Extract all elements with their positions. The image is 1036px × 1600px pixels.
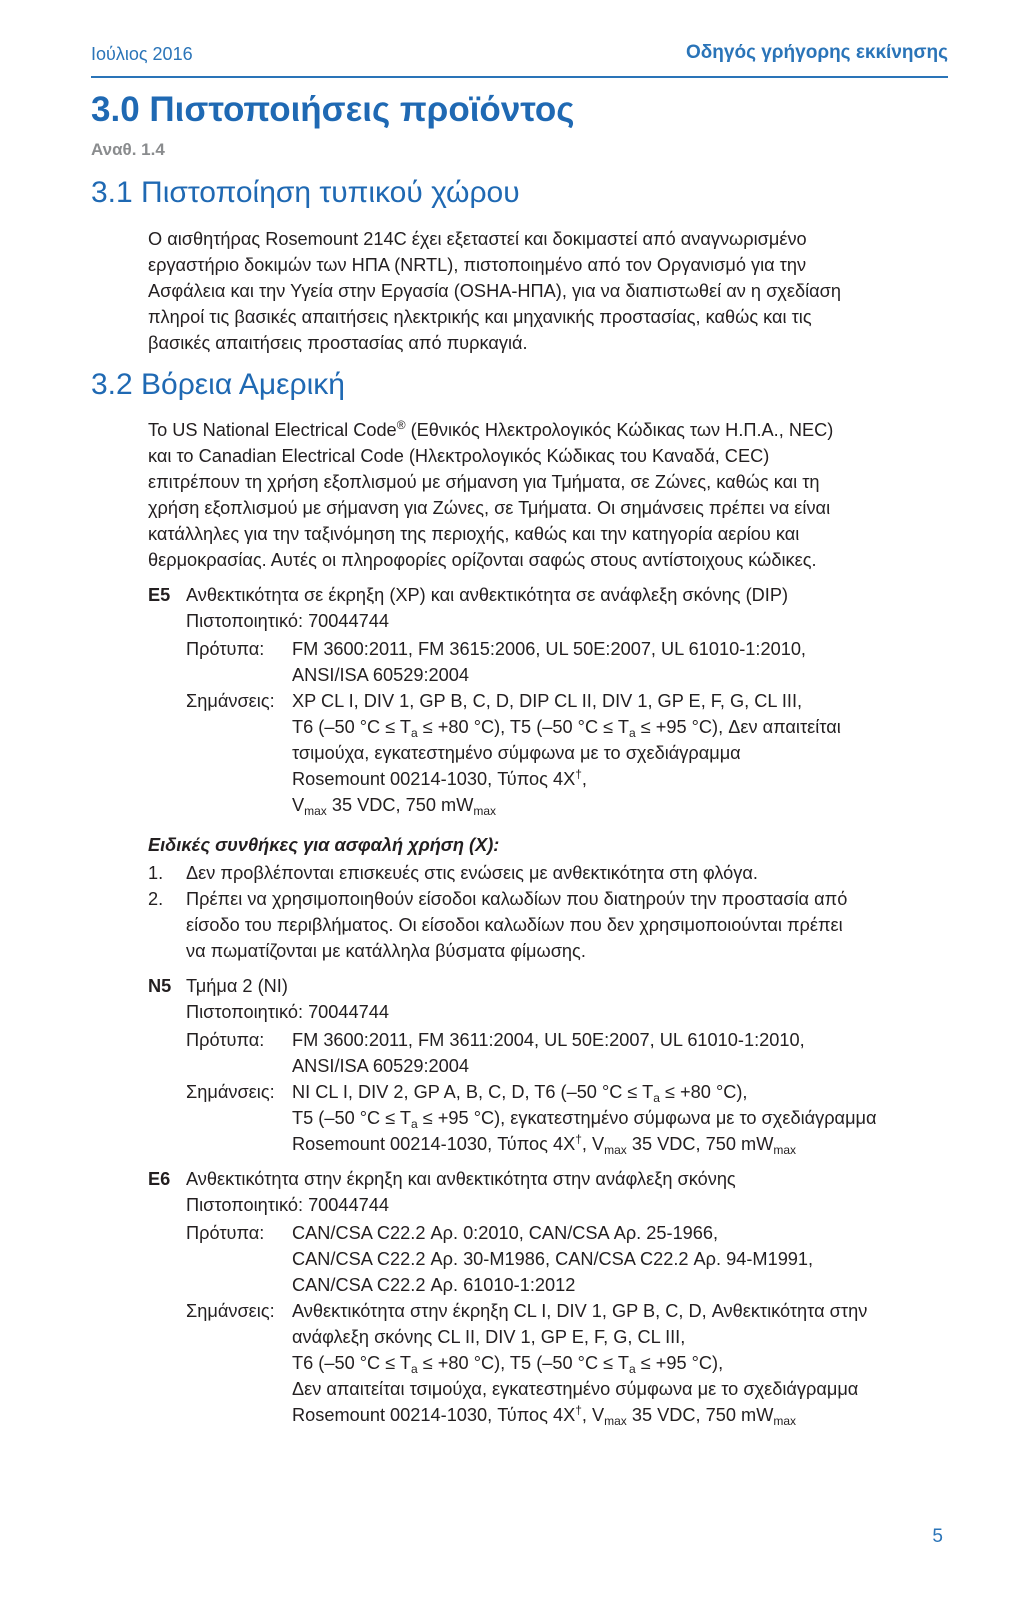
- e6-standards: CAN/CSA C22.2 Αρ. 61010-1:2012: [292, 1275, 576, 1295]
- e6-standards: CAN/CSA C22.2 Αρ. 0:2010, CAN/CSA Αρ. 25-1966,: [292, 1223, 719, 1243]
- text: V: [592, 1405, 605, 1425]
- header-guide-title: Οδηγός γρήγορης εκκίνησης: [685, 42, 948, 63]
- special-conditions-heading: Ειδικές συνθήκες για ασφαλή χρήση (X):: [148, 835, 500, 855]
- n5-markings-label: Σημάνσεις:: [186, 1082, 275, 1102]
- dagger-mark: †: [575, 767, 582, 781]
- page-number: 5: [932, 1526, 943, 1547]
- e6-markings: [292, 1350, 723, 1376]
- text: 35 VDC, 750 mW: [326, 795, 474, 815]
- s32-text: (Εθνικός Ηλεκτρολογικός Κώδικας των Η.Π.Α., NEC): [405, 420, 834, 440]
- text: V: [292, 795, 305, 815]
- header-divider: [91, 76, 948, 78]
- e5-standards: ANSI/ISA 60529:2004: [292, 665, 469, 685]
- revision-label: Αναθ. 1.4: [91, 140, 165, 159]
- n5-markings: [292, 1079, 747, 1105]
- text: Rosemount 00214-1030, Τύπος 4X: [292, 1134, 576, 1154]
- e5-markings: [292, 766, 587, 792]
- list-number: 2.: [148, 889, 164, 909]
- s31-line: Ασφάλεια και την Υγεία στην Εργασία (OSHA-ΗΠΑ), για να διαπιστωθεί αν η σχεδίαση: [148, 281, 841, 301]
- n5-title: Τμήμα 2 (NI): [186, 976, 288, 996]
- subscript: max: [304, 804, 327, 818]
- s31-line: εργαστήριο δοκιμών των ΗΠΑ (NRTL), πιστοποιημένο από τον Οργανισμό για την: [148, 255, 807, 275]
- registered-mark: ®: [396, 418, 406, 432]
- text: ≤ +95 °C), Δεν απαιτείται: [635, 717, 841, 737]
- e5-standards-label: Πρότυπα:: [186, 639, 265, 659]
- e5-markings: τσιμούχα, εγκατεστημένο σύμφωνα με το σχεδιάγραμμα: [292, 743, 741, 763]
- text: ,: [581, 1134, 592, 1154]
- text: ≤ +80 °C), T5 (–50 °C ≤ T: [417, 1353, 629, 1373]
- e6-markings-label: Σημάνσεις:: [186, 1301, 275, 1321]
- e5-code: E5: [148, 585, 171, 605]
- dagger-mark: †: [575, 1403, 582, 1417]
- s32-text: To US National Electrical Code: [148, 420, 397, 440]
- subscript: a: [411, 726, 418, 740]
- text: T6 (–50 °C ≤ T: [292, 717, 412, 737]
- subscript: max: [773, 1143, 797, 1157]
- e6-title: Ανθεκτικότητα στην έκρηξη και ανθεκτικότητα στην ανάφλεξη σκόνης: [186, 1169, 736, 1189]
- section-3-1-heading: 3.1 Πιστοποίηση τυπικού χώρου: [91, 176, 520, 209]
- e5-markings: XP CL I, DIV 1, GP B, C, D, DIP CL II, DIV 1, GP E, F, G, CL III,: [292, 691, 803, 711]
- text: ,: [581, 1405, 592, 1425]
- s32-line: και το Canadian Electrical Code (Ηλεκτρολογικός Κώδικας του Καναδά, CEC): [148, 446, 770, 466]
- text: ≤ +80 °C), T5 (–50 °C ≤ T: [417, 717, 629, 737]
- subscript: max: [604, 1143, 627, 1157]
- s32-line: χρήση εξοπλισμού με σήμανση για Ζώνες, σε Τμήματα. Οι σημάνσεις πρέπει να είναι: [148, 498, 831, 518]
- s32-line: θερμοκρασίας. Αυτές οι πληροφορίες ορίζονται σαφώς στους αντίστοιχους κώδικες.: [148, 550, 817, 570]
- subscript: a: [628, 1362, 636, 1376]
- text: ≤ +95 °C), εγκατεστημένο σύμφωνα με το σχεδιάγραμμα: [417, 1108, 877, 1128]
- dagger-mark: †: [575, 1132, 582, 1146]
- subscript: a: [628, 726, 636, 740]
- s31-line: Ο αισθητήρας Rosemount 214C έχει εξεταστεί και δοκιμαστεί από αναγνωρισμένο: [148, 229, 807, 249]
- e6-code: E6: [148, 1169, 171, 1189]
- text: NI CL I, DIV 2, GP A, B, C, D, T6 (–50 °C ≤ T: [292, 1082, 654, 1102]
- subscript: max: [604, 1414, 627, 1428]
- n5-standards-label: Πρότυπα:: [186, 1030, 265, 1050]
- list-item: να πωματίζονται με κατάλληλα βύσματα φίμωσης.: [186, 941, 586, 961]
- list-number: 1.: [148, 863, 164, 883]
- text: T5 (–50 °C ≤ T: [292, 1108, 412, 1128]
- text: 35 VDC, 750 mW: [626, 1405, 774, 1425]
- text: ≤ +95 °C),: [635, 1353, 724, 1373]
- text: Rosemount 00214-1030, Τύπος 4X: [292, 1405, 576, 1425]
- list-item: Δεν προβλέπονται επισκευές στις ενώσεις με ανθεκτικότητα στη φλόγα.: [186, 863, 758, 883]
- s32-line: κατάλληλες για την ταξινόμηση της περιοχής, καθώς και την κατηγορία αερίου και: [148, 524, 800, 544]
- section-3-2-heading: 3.2 Βόρεια Αμερική: [91, 368, 345, 401]
- e6-markings: ανάφλεξη σκόνης CL II, DIV 1, GP E, F, G, CL III,: [292, 1327, 686, 1347]
- text: V: [592, 1134, 605, 1154]
- text: 35 VDC, 750 mW: [626, 1134, 774, 1154]
- n5-markings: [292, 1105, 877, 1131]
- e5-markings-label: Σημάνσεις:: [186, 691, 275, 711]
- subscript: a: [411, 1362, 418, 1376]
- text: ≤ +80 °C),: [659, 1082, 748, 1102]
- subscript: max: [473, 804, 497, 818]
- list-item: είσοδο του περιβλήματος. Οι είσοδοι καλωδίων που δεν χρησιμοποιούνται πρέπει: [186, 915, 843, 935]
- text: T6 (–50 °C ≤ T: [292, 1353, 412, 1373]
- e6-standards: CAN/CSA C22.2 Αρ. 30-M1986, CAN/CSA C22.2 Αρ. 94-M1991,: [292, 1249, 814, 1269]
- e6-certificate: Πιστοποιητικό: 70044744: [186, 1195, 389, 1215]
- header-date: Ιούλιος 2016: [91, 44, 193, 64]
- text: Rosemount 00214-1030, Τύπος 4X: [292, 769, 576, 789]
- e6-markings: [292, 1402, 796, 1428]
- s32-line: [148, 417, 833, 443]
- e5-standards: FM 3600:2011, FM 3615:2006, UL 50E:2007, UL 61010-1:2010,: [292, 639, 806, 659]
- list-item: Πρέπει να χρησιμοποιηθούν είσοδοι καλωδίων που διατηρούν την προστασία από: [186, 889, 848, 909]
- e5-markings: [292, 792, 496, 818]
- e6-markings: Δεν απαιτείται τσιμούχα, εγκατεστημένο σύμφωνα με το σχεδιάγραμμα: [292, 1379, 859, 1399]
- e5-certificate: Πιστοποιητικό: 70044744: [186, 611, 389, 631]
- n5-code: N5: [148, 976, 172, 996]
- subscript: a: [411, 1117, 418, 1131]
- subscript: a: [653, 1091, 660, 1105]
- text: ,: [581, 769, 587, 789]
- s32-line: επιτρέπουν τη χρήση εξοπλισμού με σήμανση για Τμήματα, σε Ζώνες, καθώς και τη: [148, 472, 820, 492]
- subscript: max: [773, 1414, 797, 1428]
- n5-standards: ANSI/ISA 60529:2004: [292, 1056, 469, 1076]
- e5-markings: [292, 714, 841, 740]
- e5-title: Ανθεκτικότητα σε έκρηξη (XP) και ανθεκτικότητα σε ανάφλεξη σκόνης (DIP): [186, 585, 789, 605]
- n5-markings: [292, 1131, 796, 1157]
- e6-standards-label: Πρότυπα:: [186, 1223, 265, 1243]
- e6-markings: Ανθεκτικότητα στην έκρηξη CL I, DIV 1, GP B, C, D, Ανθεκτικότητα στην: [292, 1301, 868, 1321]
- page-title: 3.0 Πιστοποιήσεις προϊόντος: [91, 90, 575, 129]
- s31-line: πληροί τις βασικές απαιτήσεις ηλεκτρικής και μηχανικής προστασίας, καθώς και τις: [148, 307, 812, 327]
- n5-certificate: Πιστοποιητικό: 70044744: [186, 1002, 389, 1022]
- n5-standards: FM 3600:2011, FM 3611:2004, UL 50E:2007, UL 61010-1:2010,: [292, 1030, 805, 1050]
- s31-line: βασικές απαιτήσεις προστασίας από πυρκαγιά.: [148, 333, 528, 353]
